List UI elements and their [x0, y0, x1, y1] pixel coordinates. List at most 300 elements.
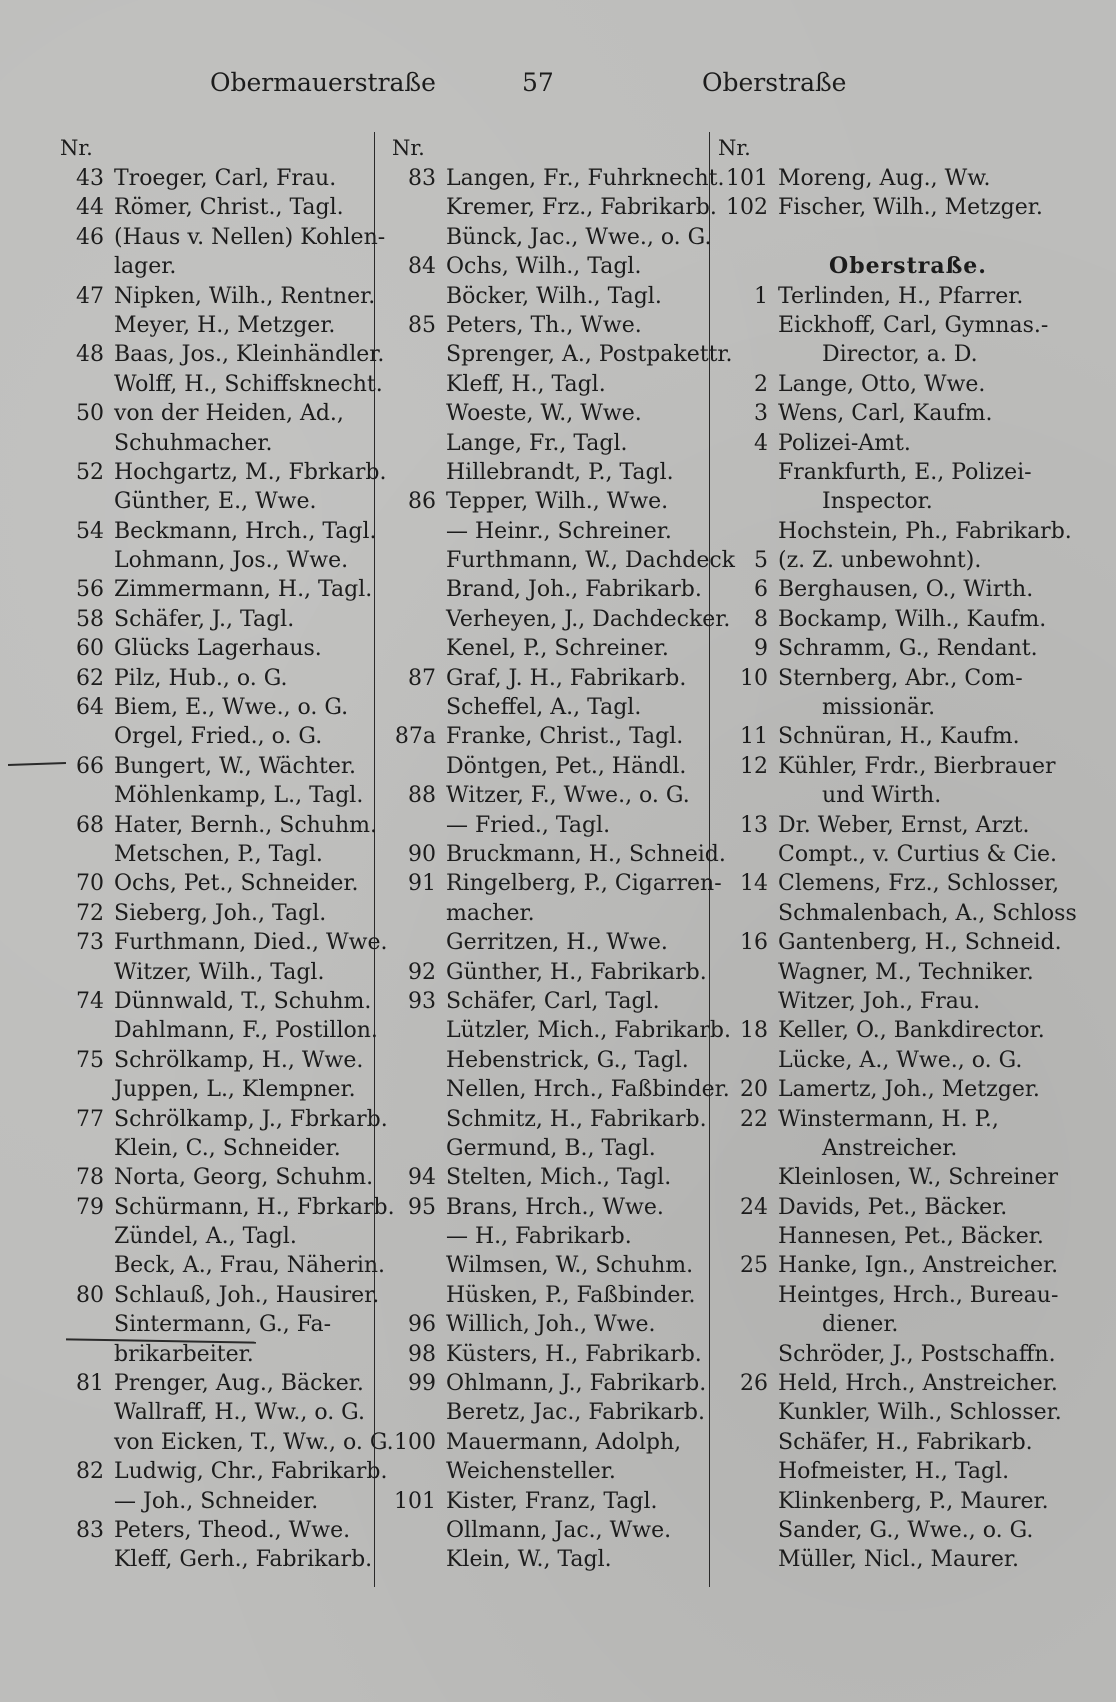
house-number: 12 — [740, 753, 768, 779]
resident-entry: Schürmann, H., Fbrkarb. — [114, 1194, 395, 1220]
directory-entry — [392, 575, 714, 604]
house-number — [392, 1457, 446, 1486]
resident-entry: Schäfer, H., Fabrikarb. — [778, 1429, 1033, 1455]
directory-entry — [392, 223, 714, 252]
pen-mark — [8, 762, 66, 766]
house-number: 101 — [726, 166, 768, 191]
directory-entry — [718, 840, 1057, 869]
directory-entry — [392, 1016, 731, 1045]
house-number: 96 — [408, 1312, 436, 1338]
resident-entry: Sieberg, Joh., Tagl. — [114, 900, 327, 926]
house-number — [60, 1428, 114, 1457]
house-number: 83 — [76, 1517, 104, 1543]
house-number: 93 — [408, 988, 436, 1014]
house-number: 2 — [754, 371, 768, 397]
directory-entry — [718, 1193, 1038, 1222]
directory-entry — [60, 487, 378, 516]
directory-entry — [392, 781, 714, 810]
directory-entry — [718, 1457, 1038, 1486]
house-number: 74 — [76, 988, 104, 1014]
house-number — [718, 693, 778, 722]
resident-entry: Kister, Franz, Tagl. — [446, 1488, 658, 1514]
resident-entry: Hofmeister, H., Tagl. — [778, 1459, 1010, 1485]
resident-entry: Keller, O., Bankdirector. — [778, 1018, 1045, 1044]
house-number — [60, 1134, 114, 1163]
directory-entry — [718, 811, 1038, 840]
house-number — [392, 1075, 446, 1104]
resident-entry: Bünck, Jac., Wwe., o. G. — [446, 224, 712, 250]
directory-entry — [718, 399, 1038, 428]
resident-entry: Hochstein, Ph., Fabrikarb. — [778, 518, 1072, 544]
house-number — [392, 223, 446, 252]
house-number — [392, 1516, 446, 1545]
house-number: 64 — [76, 695, 104, 721]
directory-entry — [60, 1457, 388, 1486]
house-number — [718, 899, 778, 928]
resident-entry: Bockamp, Wilh., Kaufm. — [778, 606, 1047, 632]
directory-entry — [718, 1046, 1038, 1075]
resident-entry: Gerritzen, H., Wwe. — [446, 930, 668, 956]
resident-entry: Sintermann, G., Fa- — [114, 1312, 332, 1338]
directory-entry — [60, 781, 378, 810]
house-number — [60, 1398, 114, 1427]
directory-entry — [60, 840, 378, 869]
resident-entry: Schrölkamp, J., Fbrkarb. — [114, 1106, 388, 1132]
house-number: 91 — [408, 871, 436, 897]
house-number: 81 — [76, 1371, 104, 1397]
header-right-street: Oberstraße — [702, 68, 847, 97]
directory-entry — [718, 987, 1038, 1016]
house-number — [392, 399, 446, 428]
house-number: 99 — [408, 1371, 436, 1397]
house-number — [60, 252, 114, 281]
house-number: 60 — [76, 636, 104, 662]
resident-entry: Eickhoff, Carl, Gymnas.- — [778, 312, 1049, 338]
resident-entry: — Joh., Schneider. — [114, 1488, 319, 1514]
house-number — [60, 429, 114, 458]
house-number — [60, 311, 114, 340]
house-number — [392, 811, 446, 840]
house-number — [718, 1046, 778, 1075]
house-number — [392, 370, 446, 399]
directory-entry — [392, 1251, 714, 1280]
directory-entry — [392, 928, 714, 957]
resident-entry: Schröder, J., Postschaffn. — [778, 1341, 1056, 1367]
directory-entry — [60, 458, 387, 487]
directory-entry — [718, 752, 1056, 781]
house-number: 54 — [76, 518, 104, 544]
directory-entry — [392, 693, 714, 722]
resident-entry: Hannesen, Pet., Bäcker. — [778, 1224, 1044, 1250]
directory-entry — [718, 899, 1077, 928]
directory-entry — [392, 1340, 714, 1369]
resident-entry: Küsters, H., Fabrikarb. — [446, 1341, 702, 1367]
directory-entry — [392, 546, 736, 575]
resident-entry: Tepper, Wilh., Wwe. — [446, 489, 669, 515]
resident-entry: Kunkler, Wilh., Schlosser. — [778, 1400, 1062, 1426]
house-number — [718, 781, 778, 810]
house-number: 56 — [76, 577, 104, 603]
house-number — [392, 282, 446, 311]
house-number: 72 — [76, 900, 104, 926]
house-number: 3 — [754, 401, 768, 427]
directory-entry — [392, 517, 714, 546]
directory-entry — [392, 752, 714, 781]
directory-entry — [60, 1193, 395, 1222]
house-number — [718, 987, 778, 1016]
house-number: 102 — [726, 195, 768, 221]
house-number: 95 — [408, 1194, 436, 1220]
directory-entry — [392, 899, 714, 928]
resident-entry: Brans, Hrch., Wwe. — [446, 1194, 664, 1220]
directory-entry — [60, 1310, 378, 1339]
resident-entry: Ochs, Pet., Schneider. — [114, 871, 359, 897]
resident-entry: Germund, B., Tagl. — [446, 1135, 656, 1161]
resident-entry: Ollmann, Jac., Wwe. — [446, 1517, 672, 1543]
directory-entry — [392, 311, 714, 340]
house-number: 43 — [76, 166, 104, 191]
house-number — [718, 1516, 778, 1545]
directory-entry — [60, 311, 378, 340]
house-number — [392, 193, 446, 222]
house-number — [718, 487, 778, 516]
directory-entry — [60, 899, 378, 928]
resident-entry: Moreng, Aug., Ww. — [778, 166, 991, 191]
column-2 — [392, 135, 736, 1575]
directory-entry — [392, 664, 714, 693]
directory-entry — [60, 634, 378, 663]
house-number — [392, 1046, 446, 1075]
directory-entry — [718, 1016, 1045, 1045]
resident-entry: Furthmann, W., Dachdeck — [446, 548, 736, 574]
directory-entry — [60, 752, 378, 781]
directory-entry — [392, 1046, 714, 1075]
resident-entry: Kleff, H., Tagl. — [446, 371, 606, 397]
page-header — [0, 68, 1116, 108]
resident-entry: Günther, E., Wwe. — [114, 489, 317, 515]
resident-entry: Terlinden, H., Pfarrer. — [778, 283, 1024, 309]
resident-entry: Berghausen, O., Wirth. — [778, 577, 1034, 603]
resident-entry: Metschen, P., Tagl. — [114, 841, 323, 867]
directory-entry — [718, 1516, 1038, 1545]
house-number: 87 — [408, 665, 436, 691]
house-number: 22 — [740, 1106, 768, 1132]
resident-entry: Mauermann, Adolph, — [446, 1429, 682, 1455]
resident-entry: Peters, Theod., Wwe. — [114, 1517, 351, 1543]
directory-entry — [392, 1369, 714, 1398]
resident-entry: Witzer, F., Wwe., o. G. — [446, 783, 690, 809]
directory-entry — [392, 987, 714, 1016]
entry-list — [718, 164, 1077, 1575]
house-number — [392, 634, 446, 663]
house-number: 80 — [76, 1282, 104, 1308]
resident-entry: Prenger, Aug., Bäcker. — [114, 1371, 364, 1397]
directory-entry — [392, 1487, 714, 1516]
directory-entry — [60, 1016, 378, 1045]
resident-entry: Troeger, Carl, Frau. — [114, 166, 337, 191]
directory-entry — [392, 811, 714, 840]
directory-entry — [392, 1105, 714, 1134]
directory-entry — [392, 1428, 714, 1457]
resident-entry: Hater, Bernh., Schuhm. — [114, 812, 378, 838]
resident-entry: lager. — [114, 254, 177, 280]
resident-entry: Witzer, Wilh., Tagl. — [114, 959, 325, 985]
house-number — [392, 517, 446, 546]
house-number: 24 — [740, 1194, 768, 1220]
resident-entry: — Heinr., Schreiner. — [446, 518, 672, 544]
house-number — [392, 1251, 446, 1280]
section-heading-row — [718, 252, 1038, 281]
house-number — [718, 1340, 778, 1369]
house-number: 11 — [740, 724, 768, 750]
resident-entry: Schlauß, Joh., Hausirer. — [114, 1282, 380, 1308]
resident-entry: Lücke, A., Wwe., o. G. — [778, 1047, 1023, 1073]
house-number — [392, 429, 446, 458]
resident-entry: von der Heiden, Ad., — [114, 401, 344, 427]
resident-entry: Lützler, Mich., Fabrikarb. — [446, 1018, 731, 1044]
resident-entry: Willich, Joh., Wwe. — [446, 1312, 656, 1338]
directory-entry — [718, 664, 1038, 693]
resident-entry: macher. — [446, 900, 535, 926]
resident-entry: Inspector. — [822, 489, 933, 515]
house-number — [60, 1487, 114, 1516]
resident-entry: Hochgartz, M., Fbrkarb. — [114, 459, 387, 485]
house-number — [60, 1251, 114, 1280]
resident-entry: Müller, Nicl., Maurer. — [778, 1547, 1019, 1573]
house-number — [718, 1428, 778, 1457]
directory-entry — [718, 781, 1038, 810]
directory-entry — [718, 1222, 1044, 1251]
resident-entry: Schäfer, J., Tagl. — [114, 606, 295, 632]
resident-entry: von Eicken, T., Ww., o. G. — [114, 1429, 394, 1455]
directory-entry — [718, 1369, 1058, 1398]
resident-entry: — H., Fabrikarb. — [446, 1224, 632, 1250]
resident-entry: Meyer, H., Metzger. — [114, 312, 336, 338]
directory-entry — [718, 517, 1072, 546]
directory-entry — [718, 605, 1047, 634]
house-number: 85 — [408, 312, 436, 338]
directory-entry — [392, 1516, 714, 1545]
house-number: 77 — [76, 1106, 104, 1132]
resident-entry: Wilmsen, W., Schuhm. — [446, 1253, 694, 1279]
resident-entry: Glücks Lagerhaus. — [114, 636, 322, 662]
house-number: 16 — [740, 930, 768, 956]
resident-entry: Brand, Joh., Fabrikarb. — [446, 577, 702, 603]
column-nr-label: Nr. — [60, 136, 93, 160]
house-number: 25 — [740, 1253, 768, 1279]
house-number: 90 — [408, 841, 436, 867]
entry-list — [60, 164, 395, 1575]
directory-entry — [60, 987, 378, 1016]
directory-entry — [718, 928, 1062, 957]
house-number: 94 — [408, 1165, 436, 1191]
resident-entry: Verheyen, J., Dachdecker. — [446, 606, 731, 632]
house-number: 14 — [740, 871, 768, 897]
directory-entry — [60, 1281, 378, 1310]
resident-entry: Beck, A., Frau, Näherin. — [114, 1253, 386, 1279]
resident-entry: Klinkenberg, P., Maurer. — [778, 1488, 1049, 1514]
resident-entry: Dr. Weber, Ernst, Arzt. — [778, 812, 1030, 838]
directory-entry — [60, 517, 378, 546]
house-number — [60, 781, 114, 810]
house-number — [60, 1222, 114, 1251]
house-number: 58 — [76, 606, 104, 632]
directory-entry — [60, 1105, 388, 1134]
directory-entry — [392, 722, 714, 751]
directory-entry — [392, 193, 717, 222]
resident-entry: Lange, Fr., Tagl. — [446, 430, 628, 456]
page-number: 57 — [522, 68, 554, 97]
resident-entry: Klein, C., Schneider. — [114, 1135, 341, 1161]
house-number — [718, 840, 778, 869]
house-number: 26 — [740, 1371, 768, 1397]
house-number: 101 — [394, 1488, 436, 1514]
directory-entry — [718, 1251, 1059, 1280]
directory-entry — [392, 429, 714, 458]
resident-entry: (Haus v. Nellen) Kohlen- — [114, 224, 386, 250]
directory-entry — [60, 928, 388, 957]
house-number — [718, 1310, 778, 1339]
resident-entry: Fischer, Wilh., Metzger. — [778, 195, 1043, 221]
directory-entry — [718, 1134, 1038, 1163]
house-number: 8 — [754, 606, 768, 632]
directory-entry — [718, 164, 1038, 193]
directory-entry — [392, 1398, 714, 1427]
resident-entry: Zündel, A., Tagl. — [114, 1224, 297, 1250]
directory-entry — [718, 311, 1049, 340]
resident-entry: Ohlmann, J., Fabrikarb. — [446, 1371, 707, 1397]
house-number: 83 — [408, 166, 436, 191]
directory-entry — [718, 1281, 1059, 1310]
house-number — [60, 722, 114, 751]
resident-entry: Wens, Carl, Kaufm. — [778, 401, 993, 427]
resident-entry: diener. — [822, 1312, 899, 1338]
directory-entry — [60, 1075, 378, 1104]
directory-entry — [718, 693, 1038, 722]
directory-entry — [60, 1516, 378, 1545]
house-number — [60, 1075, 114, 1104]
directory-entry — [60, 1398, 378, 1427]
resident-entry: Lamertz, Joh., Metzger. — [778, 1077, 1040, 1103]
resident-entry: Schrölkamp, H., Wwe. — [114, 1047, 364, 1073]
directory-entry — [60, 1163, 378, 1192]
header-left-street: Obermauerstraße — [210, 68, 436, 97]
resident-entry: Klein, W., Tagl. — [446, 1547, 612, 1573]
house-number — [392, 458, 446, 487]
resident-entry: Beckmann, Hrch., Tagl. — [114, 518, 377, 544]
resident-entry: Anstreicher. — [822, 1135, 958, 1161]
house-number — [718, 517, 778, 546]
house-number: 9 — [754, 636, 768, 662]
house-number — [60, 370, 114, 399]
directory-entry — [718, 1163, 1059, 1192]
directory-entry — [718, 340, 1038, 369]
directory-entry — [392, 1163, 714, 1192]
directory-entry — [60, 869, 378, 898]
resident-entry: Weichensteller. — [446, 1459, 616, 1485]
directory-entry — [392, 958, 714, 987]
directory-entry — [392, 458, 714, 487]
house-number — [392, 605, 446, 634]
resident-entry: Kleff, Gerh., Fabrikarb. — [114, 1547, 373, 1573]
directory-entry — [60, 429, 378, 458]
directory-entry — [392, 1134, 714, 1163]
house-number: 10 — [740, 665, 768, 691]
house-number: 48 — [76, 342, 104, 368]
house-number — [60, 1340, 114, 1369]
resident-entry: Wolff, H., Schiffsknecht. — [114, 371, 383, 397]
house-number — [392, 1134, 446, 1163]
resident-entry: Orgel, Fried., o. G. — [114, 724, 323, 750]
resident-entry: Beretz, Jac., Fabrikarb. — [446, 1400, 705, 1426]
house-number — [392, 1545, 446, 1574]
directory-entry — [60, 1340, 378, 1369]
resident-entry: Furthmann, Died., Wwe. — [114, 930, 388, 956]
resident-entry: Graf, J. H., Fabrikarb. — [446, 665, 687, 691]
directory-entry — [392, 634, 714, 663]
directory-entry — [718, 1545, 1038, 1574]
house-number: 87a — [394, 724, 436, 750]
column-1 — [60, 135, 395, 1575]
resident-entry: Kleinlosen, W., Schreiner — [778, 1165, 1059, 1191]
directory-entry — [718, 1105, 1038, 1134]
resident-entry: Witzer, Joh., Frau. — [778, 988, 981, 1014]
house-number — [718, 1222, 778, 1251]
directory-entry — [718, 546, 1038, 575]
house-number — [392, 752, 446, 781]
directory-entry — [60, 1369, 378, 1398]
house-number — [718, 458, 778, 487]
directory-entry — [392, 1545, 714, 1574]
house-number — [718, 1281, 778, 1310]
resident-entry: Hüsken, P., Faßbinder. — [446, 1282, 696, 1308]
directory-entry — [60, 252, 378, 281]
house-number — [718, 340, 778, 369]
directory-entry — [60, 605, 378, 634]
resident-entry: Sander, G., Wwe., o. G. — [778, 1517, 1034, 1543]
resident-entry: Norta, Georg, Schuhm. — [114, 1165, 374, 1191]
directory-entry — [392, 840, 726, 869]
house-number — [718, 1457, 778, 1486]
resident-entry: Baas, Jos., Kleinhändler. — [114, 342, 385, 368]
directory-entry — [392, 399, 714, 428]
house-number — [718, 958, 778, 987]
house-number — [392, 899, 446, 928]
directory-entry — [718, 722, 1038, 751]
house-number: 1 — [754, 283, 768, 309]
resident-entry: Ludwig, Chr., Fabrikarb. — [114, 1459, 388, 1485]
directory-entry — [718, 1310, 1038, 1339]
resident-entry: Clemens, Frz., Schlosser, — [778, 871, 1060, 897]
house-number: 68 — [76, 812, 104, 838]
directory-entry — [60, 1046, 378, 1075]
resident-entry: Lohmann, Jos., Wwe. — [114, 548, 349, 574]
directory-entry — [60, 1222, 378, 1251]
directory-entry — [60, 1251, 386, 1280]
house-number: 92 — [408, 959, 436, 985]
house-number: 73 — [76, 930, 104, 956]
house-number: 78 — [76, 1165, 104, 1191]
house-number — [392, 693, 446, 722]
directory-entry — [718, 1398, 1062, 1427]
house-number — [392, 575, 446, 604]
directory-entry — [60, 1428, 394, 1457]
directory-entry — [718, 869, 1060, 898]
resident-entry: Held, Hrch., Anstreicher. — [778, 1371, 1058, 1397]
house-number — [392, 1105, 446, 1134]
directory-entry — [60, 1545, 378, 1574]
resident-entry: Biem, E., Wwe., o. G. — [114, 695, 349, 721]
